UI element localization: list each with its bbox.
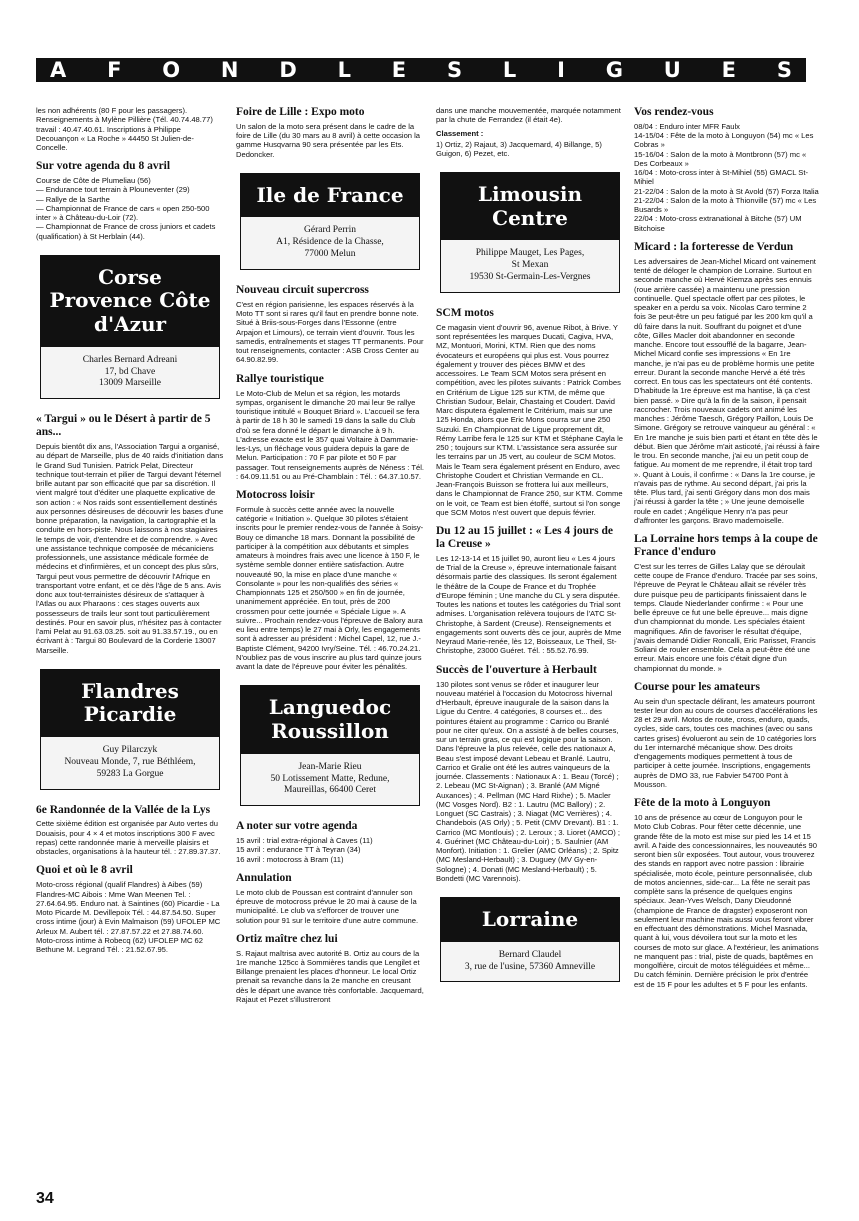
agenda-list — [236, 836, 424, 864]
address-line: 17, bd Chave — [104, 366, 156, 377]
banner-letter: S — [446, 58, 463, 82]
article-text: Formule à succès cette année avec la nouvelle catégorie « Initiation ». Quelque 30 pilotes s'étaient inscrits pour le premier rendez-vous de l'année à Soisy-Bouy ce dimanche 18 mars. Donnant la possibilité de participer à la compétition aux débutants et simples amateurs à moindres frais avec une licence à 150 F, le système semble donner entière satisfaction. Autre nouveauté 90, la mise en place d'une manche « Consolante » pour les non-qualifiés des séries « Championnats 125 et 250/500 » en fin de journée, unanimement appréciée. En tout, près de 200 crossmen pour cette journée « Spéciale Ligue ». A suivre... Prochain rendez-vous l'épreuve de Balory aura eu lieu entre temps) le 27 mai à Orly, les engagements sont à adresser au président : Michel Capel, 12, rue J.-Baptiste Clément, 94200 Ivry/Seine. Tél. : 46.70.24.21. N'oubliez pas de vous inscrire au plus tard quinze jours avant la date de l'épreuve pour éviter les pénalités. — [236, 504, 424, 672]
article-heading: Vos rendez-vous — [634, 106, 714, 118]
banner-letter: D — [279, 58, 297, 82]
league-address — [441, 240, 619, 292]
article-text: les non adhérents (80 F pour les passagers). Renseignements à Mylène Pillière (Tél. 40.74.48.77) travail : 40.47.40.61. Inscriptions à Philippe Decouançon « La Roche » 44450 St Julien-de-Concelle. — [36, 106, 213, 152]
banner-letter: S — [776, 58, 792, 82]
address-line: Maureillas, 66400 Ceret — [283, 785, 377, 796]
league-box-ile-de-france — [240, 173, 420, 270]
address-line: Gérard Perrin — [304, 225, 356, 236]
article-text: Les 12-13-14 et 15 juillet 90, auront lieu « Les 4 jours de Trial de la Creuse », épreuve internationale faisant désormais partie des classiques. Ils seront également le théâtre de la Coupe de France et du Trophée d'Europe féminin ; Une manche du CL y sera disputée. Toutes les nations et toutes les catégories du Trial sont admises. L'organisation relèvera toujours de l'ATC St-Christophe, à Sardent (Creuse). Renseignements et engagements sont ouverts dès ce jour, auprès de Mme Neyraud Marie-renée, lès 12, Boisseaux, Le Theil, St-Christophe, 23000 Guéret. Tél. : 55.52.76.99. — [436, 553, 622, 656]
article-text: Depuis bientôt dix ans, l'Association Targui a organisé, au départ de Marseille, plus de 40 raids d'initiation dans le Grand Sud Tunisien. Patrick Pelat, Directeur technique tout-terrain et pilier de Targui devant l'éternel brille autant par son efficacité que par sa discrétion. Il vient malgré tout d'éditer une plaquette explicative de son action : « Nos raids sont essentiellement destinés aux personnes désireuses de découvrir les bases d'une bonne préparation, la navigation, la cartographie et la conduite en hors-piste. Nous laissons à nos stagiaires le temps de voir, d'entendre et de comprendre. » Avec une assistance technique composée de mécaniciens professionnels, une assistance médicale formée de médecins et d'infirmières, et un concept des plus sûrs, Targui peut vous permettre de découvrir l'Afrique en transportant votre enfant, et ce dès l'âge de 5 ans. Avis donc aux tout-terrainistes désireux de s'attaquer à l'Atlas ou aux Pharaons : ces stages ouverts aux possesseurs de trails leur sont tout particulièrement destinés. Pour en savoir plus, n'hésitez pas à contacter l'ami Pelat au 91.63.03.25. soit au 91.33.57.19., ou en écrivant à : Targui 80 Boulevard de la Corderie 13007 Marseille. — [36, 442, 224, 655]
article-text: 1) Ortiz, 2) Rajaut, 3) Jacquemard, 4) Billange, 5) Guigon, 6) Pezet, etc. — [436, 139, 602, 158]
league-title: Limousin Centre — [441, 173, 619, 240]
league-box-flandres — [40, 669, 220, 790]
article-text: C'est sur les terres de Gilles Lalay que se déroulait cette coupe de France d'enduro. Tracée par ses soins, l'épreuve de Peyrat le Château allait se révéler très dure puisque peu de participants finissaient dans le temps. Claude Niederlander confirme : « Pour une belle épreuve ce fut une belle épreuve... mais digne d'un championnat du monde. Les spéciales étaient magnifiques. Afin de favoriser le résultat d'équipe, j'avais demandé Didier Roncalli, Eric Parisset, Francis Soliani de rouler ensemble. Cela a peut-être été une erreur. Mais encore une fois c'était digne d'un championnat du monde. » — [634, 561, 818, 673]
address-line: Charles Bernard Adreani — [82, 354, 178, 365]
address-line: 77000 Melun — [304, 249, 356, 260]
column-4 — [634, 106, 820, 991]
article-text — [436, 129, 624, 138]
article-text: Le Moto-Club de Melun et sa région, les motards sympas, organisent le dimanche 20 mai leur 9e rallye touristique intitulé « Bouquet Briard ». L'accueil se fera à partir de 18 h 30 le samedi 19 dans la salle du Club d'où se fera donné le départ le dimanche à 9 h. L'adresse exacte est le 357 quai Voltaire à Dammarie-les-Lys, un fléchage vous guidera depuis la gare de Melun. Participation : 70 F par pilote et 50 F par passager. Tout renseignements auprès de Néness : Tél. : 64.09.11.51 ou au Pré-Chamblain : Tél. : 64.37.10.57. — [236, 388, 424, 481]
article-heading: Course pour les amateurs — [634, 680, 760, 693]
article-text: Le moto club de Poussan est contraint d'annuler son épreuve de motocross prévue le 20 mai à cause de la municipalité. Le club va s'efforcer de trouver une solution pour 91 sur le territoire d'une autre commune. — [236, 887, 419, 925]
league-title: Corse Provence Côte d'Azur — [41, 256, 219, 347]
article-text: Moto-cross régional (qualif Flandres) à Aibes (59) Flandres-MC Aibois : Mme Wan Meenen Tel. : 27.64.64.95. Enduro nat. à Saintines (60) Picardie - La Moto Picarde M. Devillepoix Tél. : 44.87.54.50. Super cross intime (jour) à Evin Malmaison (59) UFOLEP MC Arleux M. Aubert tél. : 27.87.57.22 et 27.88.74.60. Moto-cross intime à Robecq (62) UFOLEP MC 62 Bethune M. Legrand Tél. : 21.52.67.95. — [36, 880, 221, 955]
banner-letter: E — [391, 58, 407, 82]
league-title: Flandres Picardie — [41, 670, 219, 737]
league-address — [41, 347, 219, 399]
address-line: 59283 La Gorgue — [96, 768, 164, 779]
league-box-lorraine — [440, 897, 620, 982]
article-heading: A noter sur votre agenda — [236, 820, 358, 833]
banner-letter: U — [663, 58, 681, 82]
address-line: 3, rue de l'usine, 57360 Amneville — [464, 961, 596, 972]
address-line: 50 Lotissement Matte, Redune, — [270, 773, 390, 784]
article-text: Au sein d'un spectacle délirant, les amateurs pourront tester leur don au cours de courses d'accélérations les 28 et 29 avril. Motos de route, cross, enduro, quads, cycles, side cars, toutes ces machines (avec ou sans cartes grises) évolueront au sein de 10 catégories lors du 1er internarché mécanique show. Des droits d'engagements modiques permettent à tous de participer à cette journée. Inscriptions, engagements auprès de DMO 33, rue Fabvier 54700 Pont à Mousson. — [634, 696, 818, 789]
article-text: Les adversaires de Jean-Michel Micard ont vainement tenté de déloger le champion de Lorraine. Surtout en seconde manche où Hervé Kiemza après ses ennuis (roue arrière cassée) a maintenu une pression continuelle. Quel spectacle offert par ces pilotes, le speaker en a perdu sa voix. Nicolas Caro termine 2 fois 3e peut-être un peu fatigué par les 200 km qu'il a dû faire dans la nuit. Souffrant du poignet et d'une côte, Gilles Macler doit abandonner en seconde manche. Encore tout essoufflé de la bagarre, Jean-Michel Micard confie ses impressions « En 1re manche, je n'ai pas eu de problème hormis une petite erreur. Durant la seconde manche Hervé a été très correct. En tous cas les spectateurs ont été contents. D'habitude la 1re épreuve est ma hantise, là ça c'est bien passé. » Dire qu'à la fin de la saison, il pensait raccrocher. Trois nouveaux cadets ont animé les manches : Jérôme Taesch, Grégory Paillon, Louis De Simone. Grégory se retrouve vainqueur au général : « En 1re manche je suis bien parti et étant en tête dès le début. Bien que Jérôme m'ait asticoté, j'ai réussi à faire le trou. En seconde manche, j'ai eu un petit coup de fatigue. Au moment de me reprendre, il était trop tard ». Quant à Louis, il confirme : « Dans la 1re course, je n'avais pas de rythme. Au second départ, j'ai pris la tête. Plus tard, j'ai senti Grégory dans mon dos mais j'ai réussi à garder la tête ; » Une jeune demoiselle roule en cadet ; Angélique Henry n'a pas peur d'affronter les garçons. Bravo mademoiselle. — [634, 256, 820, 525]
article-heading: La Lorraine hors temps à la coupe de France d'enduro — [634, 533, 818, 558]
article-heading: Du 12 au 15 juillet : « Les 4 jours de la Creuse » — [436, 525, 613, 551]
league-title: Ile de France — [241, 174, 419, 218]
league-title: Languedoc Roussillon — [241, 686, 419, 753]
list-item: — Endurance tout terrain à Plouneventer (29) — [36, 185, 190, 195]
address-line: 19530 St-Germain-Les-Vergnes — [469, 272, 591, 283]
list-item: 08/04 : Enduro inter MFR Faulx — [634, 121, 740, 131]
address-line: Nouveau Monde, 7, rue Béthléem, — [64, 756, 196, 767]
agenda-list — [36, 176, 224, 241]
address-line: Jean-Marie Rieu — [298, 761, 362, 772]
list-item: 16/04 : Moto-cross inter à St-Mihiel (55) GMACL St-Mihiel — [634, 168, 809, 187]
list-item: 15-16/04 : Salon de la moto à Montbronn (57) mc « Des Corbeaux » — [634, 149, 807, 168]
article-heading: Fête de la moto à Longuyon — [634, 797, 771, 810]
article-heading: « Targui » ou le Désert à partir de 5 ans... — [36, 413, 211, 439]
banner-letter: N — [220, 58, 239, 82]
article-text: S. Rajaut maîtrisa avec autorité B. Ortiz au cours de la 1re manche 125cc à Sommières tandis que Lengilet et Billange prenaient les places d'honneur. Le local Ortiz prenait sa revanche dans la 2e manche en creusant dès le départ une avance très confortable. Jacquemard, Rajaut et Pezet s'illustreront — [236, 948, 424, 1004]
article-heading: Motocross loisir — [236, 489, 315, 502]
article-text: 10 ans de présence au cœur de Longuyon pour le Moto Club Cobras. Pour fêter cette décennie, une grande fête de la moto est mise sur pied les 14 et 15 avril. A l'aide des concessionnaires, les nouveautés 90 seront bien sûr exposées. Tout autour, vous trouverez des stands en rapport avec notre passion : librairie spécialisée, moto école, peinture personnalisée, club de motos anciennes, side-car... La fête ne serait pas complète sans la présence de quelques engins spéciaux. Jean-Yves Welsch, Dany Dieudonné (champione de France de dragster) exposeront non seulement leur machine mais aussi vous feront vibrer en effectuant des démonstrations. Michel Masnada, quant à lui, vous dévoilera tout sur la moto et les courses de moto sur glace. A l'extérieur, les animations ne manquent pas : trial, piste de quads, baptêmes en mongolfière, circuit de motos téléguidées et même... Du catch féminin. Dernière précision le prix d'entrée est de 15 F pour les adultes et 5 F pour les enfants. — [634, 813, 819, 989]
list-item: 14-15/04 : Fête de la moto à Longuyon (54) mc « Les Cobras » — [634, 131, 814, 150]
address-line: Guy Pilarczyk — [102, 744, 158, 755]
banner-letter: O — [162, 58, 181, 82]
league-box-corse — [40, 255, 220, 399]
classement-label: Classement : — [436, 128, 484, 138]
address-line: Bernard Claudel — [498, 949, 562, 960]
league-address — [41, 737, 219, 789]
address-line: Philippe Mauget, Les Pages, — [475, 248, 585, 259]
banner-letter: L — [337, 58, 351, 82]
banner-letter: E — [721, 58, 737, 82]
article-text: dans une manche mouvementée, marquée notamment par la chute de Ferrandez (il était 4e). — [436, 106, 621, 125]
list-item: 21-22/04 : Salon de la moto à St Avold (57) Forza Italia — [634, 186, 819, 196]
article-text: C'est en région parisienne, les espaces réservés à la Moto TT sont si rares qu'il faut en prendre bonne note. Situé à Briis-sous-Forges dans l'Essonne (entre Arpajon et Limours), ce terrain vient d'ouvrir. Tous les samedis, entraînements et stages TT permanents. Pour tout renseignements, contacter : ASB Cross Center au 64.90.82.99. — [236, 299, 424, 365]
article-heading: Succès de l'ouverture à Herbault — [436, 663, 597, 676]
article-heading: Micard : la forteresse de Verdun — [634, 240, 794, 253]
article-heading: Nouveau circuit supercross — [236, 284, 369, 297]
page-number: 34 — [36, 1190, 54, 1207]
address-line: A1, Résidence de la Chasse, — [276, 237, 384, 248]
article-heading: 6e Randonnée de la Vallée de la Lys — [36, 803, 211, 816]
list-item: 15 avril : trial extra-régional à Caves (11) — [236, 836, 373, 846]
list-item: 16 avril : motocross à Bram (11) — [236, 854, 344, 864]
rendez-vous-list — [634, 122, 820, 233]
article-heading: Quoi et où le 8 avril — [36, 864, 133, 877]
list-item: — Championnat de France de cars « open 250-500 inter » à Château-du-Loir (72). — [36, 203, 210, 223]
column-2 — [236, 106, 424, 1006]
banner-letter: A — [50, 58, 67, 82]
article-text: Cette sixième édition est organisée par Auto vertes du Douaisis, pour 4 × 4 et motos inscriptions 300 F avec repas) cette randonnée marie à merveille plaisirs et obstacles, organisations à la hauteur tél. : 27.89.37.37. — [36, 819, 221, 857]
article-text: Ce magasin vient d'ouvrir 96, avenue Ribot, à Brive. Y sont représentées les marques Ducati, Cagiva, HVA, MZ, Montuori, Morini, KTM. Rien que des noms évocateurs et européens qui plus est. Vous pourrez également y trouver des pièces BMW et des accessoires. Le Team SCM Motos sera présent en compétition, avec les pilotes suivants : Patrick Combes en Critérium de Ligue 125 sur KTM, de même que Christian Sudour, Belair, Chastaing et Coudert. David Marc disputera également le Critérium, mais sur une 125 Honda, alors que Eric Mons courra sur une 250 Suzuki. En Championnat de Ligue proprement dit, Rémy Larribe fera le 125 sur KTM et Stéphane Cayla le 250 ; toujours sur KTM. L'assistance sera assurée sur les terrains par un J5 vert, au couleur de SCM Motos. Mais le Team sera également présent en Enduro, avec Christophe Coudert et Christian Vermande en CL. Jean-François Buisson se frottera lui aux meilleurs, dans le Championnat de France 250, sur KTM. Comme on le voit, ce Team est bien étoffé, surtout si l'on songe que SCM Motos n'est ouvert que depuis février. — [436, 322, 623, 517]
article-text: 130 pilotes sont venus se rôder et inaugurer leur nouveau matériel à l'occasion du Motocross hivernal d'Herbault, épreuve inaugurale de la saison dans la Ligue du Centre. 4 catégories, 8 courses et... des pointures étaient au programme : Carrico ou Branlé pour ne citer qu'eux. On a assisté à de belles courses, sur un terrain gras, ce qui est logique pour la saison. Dans l'épreuve la plus relevée, celle des nationaux A, Beau s'est imposé devant Lebeau et Branlé. Lautru, Carrico et Gralie ont été les autres vainqueurs de la journée. Classements : Nationaux A : 1. Beau (Torcé) ; 2. Lebeau (MC St-Aignan) ; 3. Branlé (AM Migné Auxances) ; 4. Pellman (MC Hard Rixhe) ; 5. Macler (MC Vosges Nord). B2 : 1. Lautru (MC Ballory) ; 2. Longuet (SC Castrais) ; 3. Niagat (MC Verrières) ; 4. Chandebois (AS Orly) ; 5. Petit (CMV Drevant). B1 : 1. Carrico (MC Montlouis) ; 2. Leroux ; 3. Lioret (AMCO) ; 4. Guérinet (MC Château-du-Loir) ; 5. Saulnier (AM Monfort). Initiation : 1. Grelier (AMC Orléans) ; 2. Spitz (MC Mesland-Herbault) ; 3. Duguey (MV Gy-en-Sologne) ; 4. Donati (MC Mesland-Herbault) ; 5. Bondetti (MC Varennois). — [436, 679, 620, 883]
banner-letter: F — [107, 58, 122, 82]
list-item: 22/04 : Moto-cross extranational à Bitche (57) UM Bitchoise — [634, 214, 802, 233]
list-item: 15 avril : endurance TT à Teyran (34) — [236, 845, 361, 855]
list-item: — Championnat de France de cross juniors et cadets (qualification) à St Herblain (44). — [36, 222, 216, 241]
list-item: 21-22/04 : Salon de la moto à Thionville (57) mc « Les Busards » — [634, 195, 817, 215]
article-heading: Rallye touristique — [236, 372, 324, 385]
article-heading: Sur votre agenda du 8 avril — [36, 160, 171, 173]
league-box-limousin — [440, 172, 620, 293]
article-heading: Foire de Lille : Expo moto — [236, 106, 365, 118]
list-item: Course de Côte de Plumeliau (56) — [36, 176, 151, 186]
article-heading: Ortiz maître chez lui — [236, 932, 338, 945]
league-address — [241, 217, 419, 269]
league-title: Lorraine — [441, 898, 619, 942]
article-heading: Annulation — [236, 871, 292, 884]
banner-letter: L — [502, 58, 517, 82]
section-banner — [36, 58, 806, 82]
article-text: Un salon de la moto sera présent dans le cadre de la foire de Lille (du 30 mars au 8 avril) à cette occasion la gamme Husqvarna 90 sera présentée par les Ets. Dedoncker. — [236, 121, 421, 159]
column-1 — [36, 106, 224, 956]
league-address — [441, 942, 619, 982]
banner-letter: G — [605, 58, 623, 82]
list-item: — Rallye de la Sarthe — [36, 194, 110, 204]
banner-letter: I — [557, 58, 565, 82]
league-box-languedoc — [240, 685, 420, 806]
column-3 — [436, 106, 624, 996]
league-address — [241, 754, 419, 806]
address-line: 13009 Marseille — [98, 378, 161, 389]
address-line: St Mexan — [511, 260, 549, 271]
article-heading: SCM motos — [436, 307, 494, 320]
